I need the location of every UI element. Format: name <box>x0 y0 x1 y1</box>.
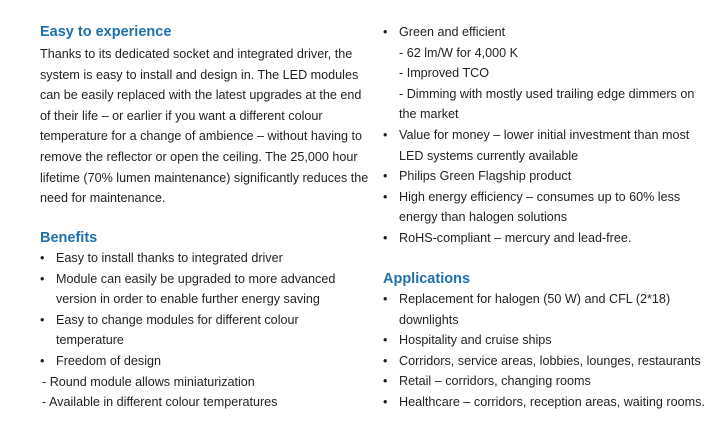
green-subitem: - 62 lm/W for 4,000 K <box>399 45 518 60</box>
benefit-item <box>40 351 370 413</box>
feature-item: • High energy efficiency – consumes up to 60% less energy than halogen solutions <box>383 187 715 228</box>
benefits-list <box>40 248 370 413</box>
design-subitem: - Round module allows miniaturization <box>42 374 255 389</box>
design-sublist <box>42 372 370 413</box>
feature-item: • Value for money – lower initial investment than most LED systems currently available <box>383 125 715 166</box>
feature-item: • Philips Green Flagship product <box>383 166 715 187</box>
benefit-item: • Module can easily be upgraded to more advanced version in order to enable further energy saving <box>40 269 370 310</box>
application-item: • Retail – corridors, changing rooms <box>383 371 715 392</box>
features-section <box>383 22 715 249</box>
benefits-heading: Benefits <box>40 230 98 246</box>
benefit-item: • Easy to change modules for different colour temperature <box>40 310 370 351</box>
application-item: • Hospitality and cruise ships <box>383 330 715 351</box>
applications-section <box>383 269 715 413</box>
green-sublist <box>399 43 715 125</box>
applications-heading: Applications <box>383 271 471 287</box>
green-subitem: - Improved TCO <box>399 66 490 81</box>
application-item: • Healthcare – corridors, reception areas, waiting rooms. <box>383 392 715 413</box>
easy-heading: Easy to experience <box>40 24 172 40</box>
design-subitem: - Available in different colour temperatures <box>42 395 278 410</box>
features-list <box>383 22 715 249</box>
feature-item-label: Green and efficient <box>399 25 506 39</box>
benefit-item-label: Freedom of design <box>56 353 162 368</box>
easy-body: Thanks to its dedicated socket and integrated driver, the system is easy to install and design in. The LED modules can be easily replaced with the latest upgrades at the end of their life – or earlier if you want a different colour temperature for a change of ambience – without having to remove the reflector or open the ceiling. The 25,000 hour lifetime (70% lumen maintenance) significantly reduces the need for maintenance. <box>40 47 369 206</box>
application-item: • Corridors, service areas, lobbies, lounges, restaurants <box>383 351 715 372</box>
benefits-section <box>40 228 370 413</box>
application-item: • Replacement for halogen (50 W) and CFL (2*18) downlights <box>383 289 715 330</box>
feature-item <box>383 22 715 125</box>
feature-item: • RoHS-compliant – mercury and lead-free. <box>383 228 715 249</box>
benefit-item: • Easy to install thanks to integrated driver <box>40 248 370 269</box>
applications-list <box>383 289 715 413</box>
green-subitem: - Dimming with mostly used trailing edge dimmers on the market <box>399 86 695 122</box>
easy-section <box>40 22 370 209</box>
